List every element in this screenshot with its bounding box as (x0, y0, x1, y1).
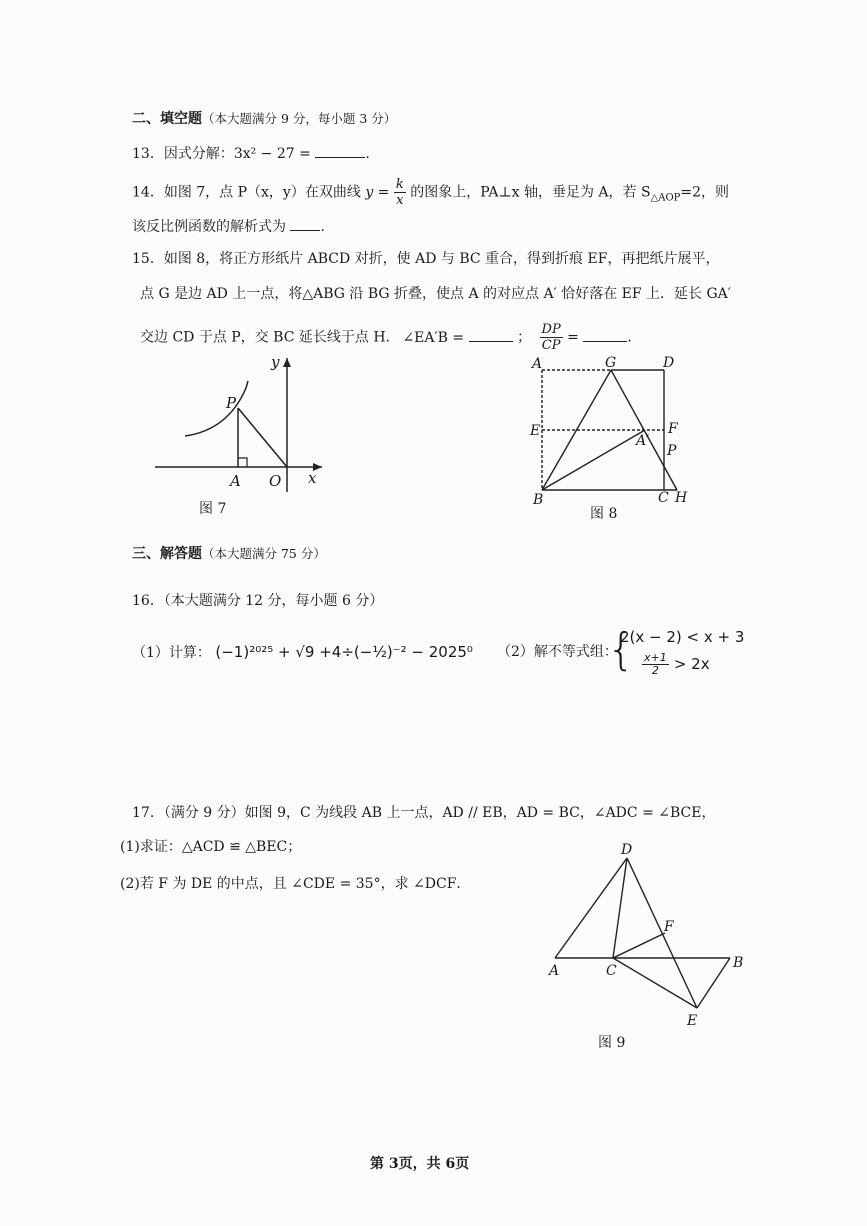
fig7-caption: 图 7 (199, 501, 227, 517)
q15-fraction-denominator: CP (541, 338, 561, 353)
q14-equation: y = (365, 184, 390, 201)
q16-part-2-label: （2）解不等式组： (497, 644, 618, 660)
fig9-label-f: F (664, 919, 674, 935)
page-number: 第 3页，共 6页 (370, 1156, 470, 1172)
fig9-segment-cf (613, 933, 665, 958)
figure-9 (540, 838, 760, 1028)
q13-answer-blank (315, 143, 365, 158)
q15-answer-blank-2 (583, 327, 627, 342)
fig8-label-h: H (675, 490, 688, 506)
q14-text-1: 14．如图 7，点 P（x，y）在双曲线 (132, 184, 361, 201)
q15-answer-blank-1 (469, 327, 513, 342)
fig8-caption: 图 8 (590, 506, 618, 522)
fig9-segment-de (627, 858, 697, 1008)
q16-inequality-2-denominator: 2 (651, 664, 659, 677)
figure-7 (150, 350, 330, 500)
fig7-y-arrow (283, 358, 291, 367)
fig8-segment-ba1 (542, 430, 645, 490)
fig8-label-a: A (532, 356, 543, 372)
section-2-note: （本大题满分 9 分，每小题 3 分） (202, 111, 397, 126)
fig9-caption: 图 9 (598, 1035, 626, 1051)
question-16-header: 16．（本大题满分 12 分，每小题 6 分） (132, 593, 384, 609)
section-3-note: （本大题满分 75 分） (202, 546, 326, 561)
q14-fraction-denominator: x (396, 193, 404, 208)
q16-part-1-label: （1）计算： (132, 645, 211, 661)
q16-part-1 (132, 642, 473, 663)
fig8-label-e: E (530, 423, 541, 439)
q14-fraction-numerator: k (395, 177, 404, 192)
q15-equals: = (567, 329, 579, 346)
fig7-right-angle (238, 458, 247, 467)
question-17-line-1: 17．（满分 9 分）如图 9，C 为线段 AB 上一点，AD // EB，AD = BC，∠ADC = ∠BCE， (132, 805, 716, 821)
fig7-label-a: A (230, 472, 241, 490)
fig9-label-e: E (687, 1013, 698, 1028)
q16-system-brace: { (607, 624, 635, 675)
fig8-label-b: B (533, 492, 544, 508)
fig8-label-p: P (667, 443, 677, 459)
fig9-label-c: C (606, 963, 617, 979)
fig8-label-c: C (658, 490, 669, 506)
q14-text-3: =2，则 (680, 184, 730, 201)
q17-part-1: (1)求证：△ACD ≌ △BEC； (120, 839, 302, 855)
q14-text-4: 该反比例函数的解析式为 (132, 219, 286, 235)
section-3-title: 三、解答题 (132, 546, 202, 562)
q15-fraction (540, 322, 563, 353)
q17-part-2: (2)若 F 为 DE 的中点，且 ∠CDE = 35°，求 ∠DCF． (120, 876, 471, 892)
q15-separator: ； (517, 329, 532, 346)
q16-inequality-2-numerator: x+1 (644, 651, 667, 664)
q14-text-2: 的图象上，PA⊥x 轴，垂足为 A，若 S (410, 184, 651, 201)
q16-inequality-1: 2(x − 2) < x + 3 (620, 628, 745, 646)
question-14-line-1 (132, 177, 729, 208)
fig9-segment-be (697, 958, 730, 1008)
q16-inequality-2-rest: > 2x (673, 655, 710, 673)
fig9-label-b: B (733, 955, 744, 971)
figure-8 (525, 350, 705, 510)
q16-part-1-expression: (−1)²⁰²⁵ + √9 +4÷(−½)⁻² − 2025⁰ (215, 643, 473, 661)
fig7-label-p: P (226, 394, 237, 412)
question-15-line-2: 点 G 是边 AD 上一点，将△ABG 沿 BG 折叠，使点 A 的对应点 A′ 恰好落在 EF 上．延长 GA′ (140, 286, 731, 302)
section-2-heading (132, 108, 396, 128)
fig7-label-y: y (271, 353, 280, 371)
q15-text-3: 交边 CD 于点 P，交 BC 延长线于点 H. (140, 329, 390, 346)
fig9-segment-ad (555, 858, 627, 958)
q16-inequality-2 (642, 652, 710, 677)
question-15-line-1: 15．如图 8，将正方形纸片 ABCD 对折，使 AD 与 BC 重合，得到折痕 EF，再把纸片展平， (132, 251, 720, 267)
question-14-line-2: 该反比例函数的解析式为 . (132, 216, 325, 237)
q15-angle: ∠EA′B = (402, 329, 465, 346)
fig9-segment-dc (613, 858, 627, 958)
q15-fraction-numerator: DP (541, 322, 561, 337)
q16-inequality-2-fraction (642, 652, 669, 677)
fig8-label-f: F (668, 421, 678, 437)
q13-text: 13．因式分解：3x² − 27 = (132, 146, 311, 162)
fig8-label-d: D (663, 355, 675, 371)
fig8-label-g: G (605, 355, 617, 371)
fig8-label-a-prime: A′ (636, 433, 650, 449)
fig9-segment-ce (613, 958, 697, 1008)
fig9-label-a: A (549, 963, 560, 979)
fig7-label-o: O (269, 472, 282, 490)
section-3-heading (132, 543, 326, 563)
question-15-line-3: 交边 CD 于点 P，交 BC 延长线于点 H. ∠EA′B = ； $\frac{DP}{CP}$ = . (140, 322, 632, 353)
question-13: 13．因式分解：3x² − 27 = . (132, 143, 370, 164)
fig7-label-x: x (308, 469, 317, 487)
q14-answer-blank (290, 216, 320, 231)
q14-fraction (394, 177, 406, 208)
fig9-label-d: D (621, 842, 633, 858)
section-2-title: 二、填空题 (132, 111, 202, 127)
q14-subscript: △AOP (650, 192, 681, 204)
